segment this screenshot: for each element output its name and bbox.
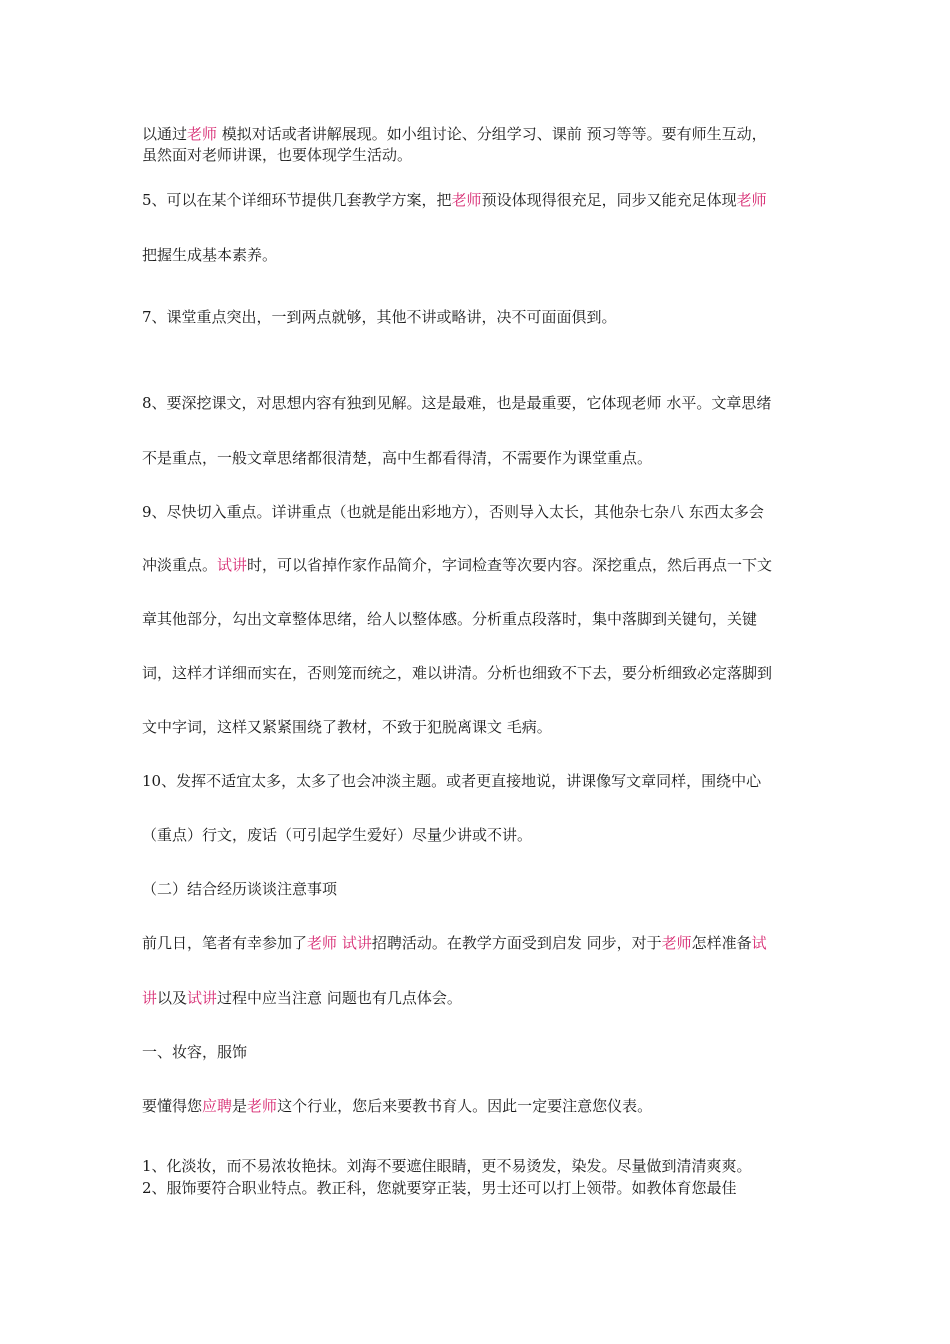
text-line xyxy=(142,393,822,413)
text-line xyxy=(142,1178,822,1198)
highlighted-keyword: 老师 xyxy=(736,191,767,209)
text-run: 模拟对话或者讲解展现。如小组讨论、分组学习、课前 预习等等。要有师生互动， xyxy=(217,125,767,143)
text-run: 冲淡重点。 xyxy=(142,556,218,574)
text-run: 怎样准备 xyxy=(691,934,752,952)
text-line xyxy=(142,988,822,1008)
highlighted-keyword: 讲 xyxy=(142,989,158,1007)
text-run: 以及 xyxy=(157,989,188,1007)
highlighted-keyword: 老师 xyxy=(661,934,692,952)
text-line xyxy=(142,663,822,683)
text-run: 要懂得您 xyxy=(142,1097,203,1115)
highlighted-keyword: 试讲 xyxy=(217,556,248,574)
highlighted-keyword: 老师 xyxy=(187,125,218,143)
highlighted-keyword: 老师 xyxy=(247,1097,278,1115)
text-line xyxy=(142,190,822,210)
text-run: 词，这样才详细而实在，否则笼而统之，难以讲清。分析也细致不下去，要分析细致必定落脚到 xyxy=(142,664,773,682)
text-line xyxy=(142,307,822,327)
text-line xyxy=(142,771,822,791)
text-run: （二）结合经历谈谈注意事项 xyxy=(142,880,338,898)
highlighted-keyword: 应聘 xyxy=(202,1097,233,1115)
text-run: 2、服饰要符合职业特点。教正科，您就要穿正装，男士还可以打上领带。如教体育您最佳 xyxy=(142,1179,737,1197)
text-run: 9、尽快切入重点。详讲重点（也就是能出彩地方），否则导入太长，其他杂七杂八 东西太多会 xyxy=(142,503,764,521)
text-line xyxy=(142,717,822,737)
text-line xyxy=(142,933,822,953)
text-run: 8、要深挖课文，对思想内容有独到见解。这是最难，也是最重要，它体现老师 水平。文章思绪 xyxy=(142,394,772,412)
text-line xyxy=(142,555,822,575)
text-run: 5、可以在某个详细环节提供几套教学方案，把 xyxy=(142,191,452,209)
text-run: 预设体现得很充足，同步又能充足体现 xyxy=(481,191,737,209)
text-run: 章其他部分，勾出文章整体思绪，给人以整体感。分析重点段落时，集中落脚到关键句，关键 xyxy=(142,610,758,628)
text-run: 一、妆容，服饰 xyxy=(142,1043,248,1061)
highlighted-keyword: 试 xyxy=(751,934,767,952)
text-run: 是 xyxy=(232,1097,248,1115)
highlighted-keyword: 老师 xyxy=(451,191,482,209)
text-run: 时，可以省掉作家作品简介，字词检查等次要内容。深挖重点，然后再点一下文 xyxy=(247,556,773,574)
text-run: （重点）行文，废话（可引起学生爱好）尽量少讲或不讲。 xyxy=(142,826,533,844)
text-run: 以通过 xyxy=(142,125,188,143)
text-line xyxy=(142,124,822,144)
text-run: 文中字词，这样又紧紧围绕了教材，不致于犯脱离课文 毛病。 xyxy=(142,718,552,736)
text-run: 招聘活动。在教学方面受到启发 同步，对于 xyxy=(371,934,662,952)
highlighted-keyword: 试讲 xyxy=(341,934,372,952)
highlighted-keyword: 老师 xyxy=(307,934,338,952)
text-run: 把握生成基本素养。 xyxy=(142,246,278,264)
text-run: 这个行业，您后来要教书育人。因此一定要注意您仪表。 xyxy=(277,1097,653,1115)
text-line xyxy=(142,448,822,468)
text-run: 前几日，笔者有幸参加了 xyxy=(142,934,308,952)
text-run: 10、发挥不适宜太多，太多了也会冲淡主题。或者更直接地说，讲课像写文章同样，围绕中心 xyxy=(142,772,762,790)
text-run: 1、化淡妆，而不易浓妆艳抹。刘海不要遮住眼睛，更不易烫发，染发。尽量做到清清爽爽。 xyxy=(142,1157,752,1175)
text-run: 虽然面对老师讲课，也要体现学生活动。 xyxy=(142,146,413,164)
text-line xyxy=(142,825,822,845)
text-line xyxy=(142,879,822,899)
text-line xyxy=(142,145,822,165)
highlighted-keyword: 试讲 xyxy=(187,989,218,1007)
text-run: 不是重点，一般文章思绪都很清楚，高中生都看得清，不需要作为课堂重点。 xyxy=(142,449,653,467)
text-line xyxy=(142,609,822,629)
text-line xyxy=(142,1156,822,1176)
text-run: 7、课堂重点突出，一到两点就够，其他不讲或略讲，决不可面面俱到。 xyxy=(142,308,617,326)
text-line xyxy=(142,245,822,265)
text-line xyxy=(142,1042,822,1062)
text-line xyxy=(142,1096,822,1116)
text-line xyxy=(142,502,822,522)
text-run: 过程中应当注意 问题也有几点体会。 xyxy=(217,989,462,1007)
